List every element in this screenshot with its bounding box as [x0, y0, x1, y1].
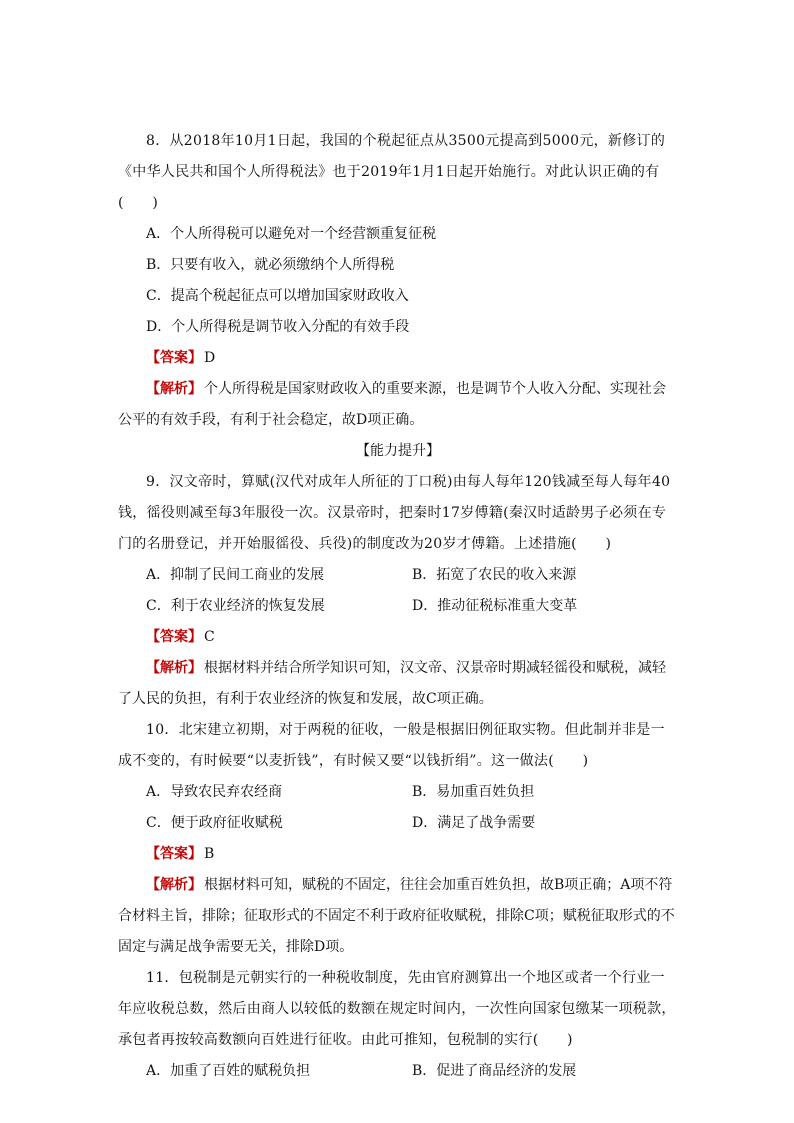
q11-stem: 11．包税制是元朝实行的一种税收制度，先由官府测算出一个地区或者一个行业一年应收税总数，然后由商人以较低的数额在规定时间内，一次性向国家包缴某一项税款，承包者再按较高数额向百姓进行征收。由此可推知，包税制的实行( ) [118, 970, 676, 1048]
q9-option-a: A．抑制了民间工商业的发展 [146, 567, 325, 583]
q8-option-a: A．个人所得税可以避免对一个经营额重复征税 [146, 226, 437, 242]
q11-options-row-1 [118, 1056, 678, 1087]
q9-options-row-1 [118, 560, 678, 591]
q8-answer [118, 343, 678, 374]
section-title: 【能力提升】 [356, 443, 440, 459]
analysis-label: 【解析】 [146, 381, 202, 397]
q9-analysis [118, 653, 678, 715]
q9-answer-value: C [204, 629, 215, 645]
q10-option-b: B．易加重百姓负担 [412, 784, 535, 800]
q10-options-row-2 [118, 808, 678, 839]
q9-answer [118, 622, 678, 653]
q10-answer [118, 839, 678, 870]
q9-option-d: D．推动征税标准重大变革 [412, 598, 578, 614]
q8-answer-value: D [204, 350, 216, 366]
answer-label: 【答案】 [146, 846, 202, 862]
q10-answer-value: B [204, 846, 215, 862]
q11-option-b: B．促进了商品经济的发展 [412, 1063, 577, 1079]
q9-option-c: C．利于农业经济的恢复发展 [146, 598, 325, 614]
q10-analysis-text: 根据材料可知，赋税的不固定，往往会加重百姓负担，故B项正确；A项不符合材料主旨，排除；征取形式的不固定不利于政府征收赋税，排除C项；赋税征取形式的不固定与满足战争需要无关，排除D项。 [118, 877, 675, 955]
q10-option-a: A．导致农民弃农经商 [146, 784, 283, 800]
analysis-label: 【解析】 [146, 877, 202, 893]
q10-analysis [118, 870, 678, 963]
q8-analysis-text: 个人所得税是国家财政收入的重要来源，也是调节个人收入分配、实现社会公平的有效手段，有利于社会稳定，故D项正确。 [118, 381, 666, 428]
document-content [118, 126, 678, 1087]
q9-analysis-text: 根据材料并结合所学知识可知，汉文帝、汉景帝时期减轻徭役和赋税，减轻了人民的负担，有利于农业经济的恢复和发展，故C项正确。 [118, 660, 666, 707]
q10-option-d: D．满足了战争需要 [412, 815, 536, 831]
q8-option-d: D．个人所得税是调节收入分配的有效手段 [146, 319, 410, 335]
q8-option-c: C．提高个税起征点可以增加国家财政收入 [146, 288, 409, 304]
q8-analysis [118, 374, 678, 436]
answer-label: 【答案】 [146, 629, 202, 645]
q11-option-a: A．加重了百姓的赋税负担 [146, 1063, 311, 1079]
q10-options-row-1 [118, 777, 678, 808]
analysis-label: 【解析】 [146, 660, 202, 676]
q9-option-b: B．拓宽了农民的收入来源 [412, 567, 577, 583]
answer-label: 【答案】 [146, 350, 202, 366]
q9-stem: 9．汉文帝时，算赋(汉代对成年人所征的丁口税)由每人每年120钱减至每人每年40钱，徭役则减至每3年服役一次。汉景帝时，把秦时17岁傅籍(秦汉时适龄男子必须在专门的名册登记，并开始服徭役、兵役)的制度改为20岁才傅籍。上述措施( ) [118, 474, 671, 552]
q10-stem: 10．北宋建立初期，对于两税的征收，一般是根据旧例征取实物。但此制并非是一成不变的，有时候要“以麦折钱”，有时候又要“以钱折绢”。这一做法( ) [118, 722, 665, 769]
q8-option-b: B．只要有收入，就必须缴纳个人所得税 [146, 257, 395, 273]
q10-option-c: C．便于政府征收赋税 [146, 815, 283, 831]
q9-options-row-2 [118, 591, 678, 622]
q8-stem: 8．从2018年10月1日起，我国的个税起征点从3500元提高到5000元，新修订的《中华人民共和国个人所得税法》也于2019年1月1日起开始施行。对此认识正确的有( ) [118, 133, 666, 211]
